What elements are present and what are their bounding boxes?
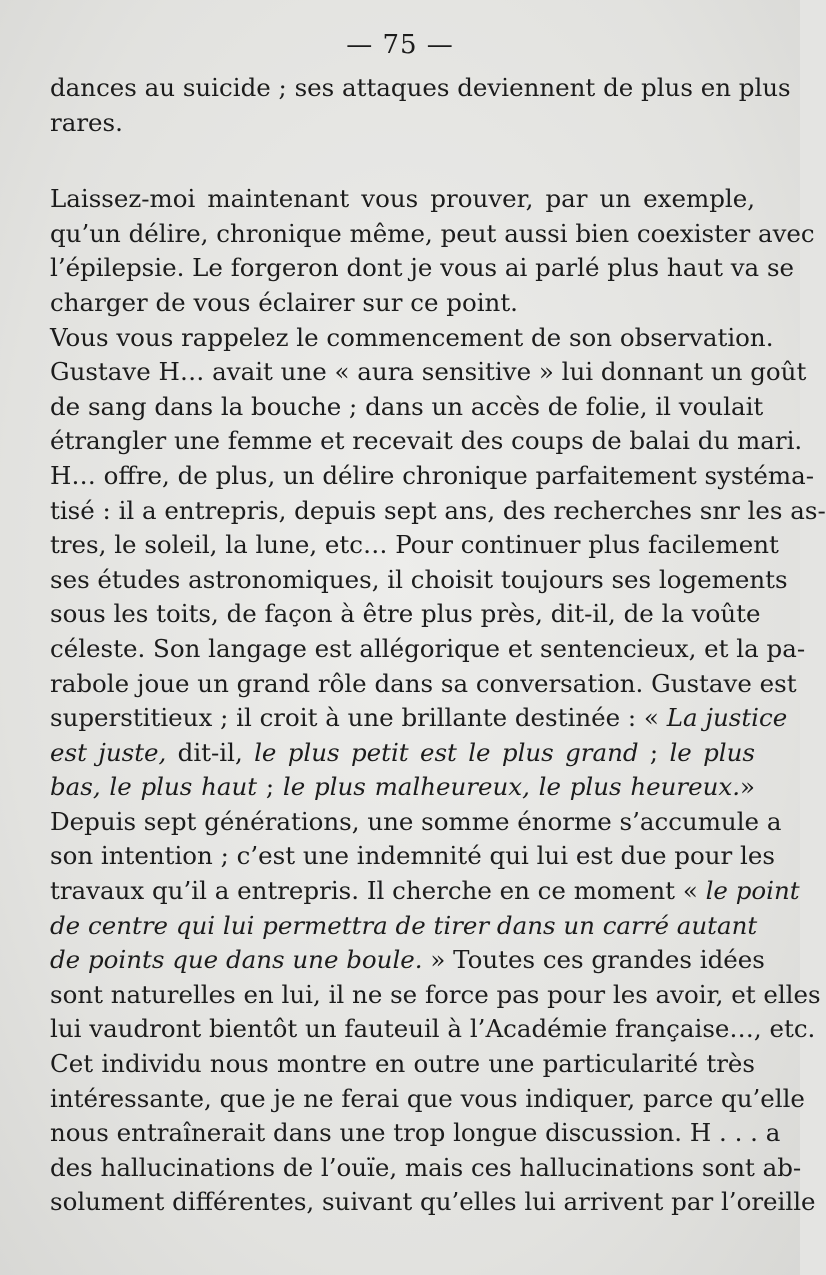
text-segment: son intention ; c’est une indemnité qui lui est due pour les bbox=[50, 841, 775, 871]
italic-segment: est juste, bbox=[50, 737, 167, 767]
body-text bbox=[50, 71, 826, 1220]
text-segment: Cet individu nous montre en outre une particularité très bbox=[50, 1049, 755, 1079]
text-segment: solument différentes, suivant qu’elles lui arrivent par l’oreille bbox=[50, 1187, 816, 1217]
text-line bbox=[50, 390, 764, 425]
text-line bbox=[50, 71, 791, 106]
text-line bbox=[50, 494, 826, 529]
italic-segment: le plus petit est le plus grand bbox=[254, 737, 639, 767]
text-segment: ses études astronomiques, il choisit toujours ses logements bbox=[50, 564, 788, 594]
text-line bbox=[50, 321, 774, 356]
text-segment: Gustave H… avait une « aura sensitive » lui donnant un goût bbox=[50, 357, 807, 387]
italic-segment: le point bbox=[705, 876, 800, 906]
italic-segment: de centre qui lui permettra de tirer dans un carré autant bbox=[50, 910, 758, 940]
text-segment: l’épilepsie. Le forgeron dont je vous ai parlé plus haut va se bbox=[50, 253, 795, 283]
text-line bbox=[50, 943, 765, 978]
text-segment: intéressante, que je ne ferai que vous indiquer, parce qu’elle bbox=[50, 1083, 805, 1113]
italic-segment: le plus haut bbox=[109, 772, 258, 802]
text-line bbox=[50, 217, 815, 252]
text-segment: Laissez-moi maintenant vous prouver, par un exemple, bbox=[50, 184, 755, 214]
text-line bbox=[50, 1012, 816, 1047]
page-number: — 75 — bbox=[346, 30, 454, 60]
text-segment: qu’un délire, chronique même, peut aussi bien coexister avec bbox=[50, 218, 815, 248]
text-line bbox=[50, 563, 788, 598]
text-line bbox=[50, 874, 800, 909]
text-segment: » Toutes ces grandes idées bbox=[422, 945, 765, 975]
text-line bbox=[50, 424, 803, 459]
text-line bbox=[50, 1082, 805, 1117]
text-segment: ; bbox=[638, 737, 670, 767]
italic-segment: bas, bbox=[50, 772, 101, 802]
text-line bbox=[50, 736, 755, 771]
text-line bbox=[50, 1185, 816, 1220]
text-line bbox=[50, 597, 761, 632]
text-segment: Depuis sept générations, une somme énorme s’accumule a bbox=[50, 806, 782, 836]
text-line bbox=[50, 909, 758, 944]
text-segment: charger de vous éclairer sur ce point. bbox=[50, 287, 518, 317]
text-line bbox=[50, 770, 755, 805]
text-segment: sous les toits, de façon à être plus près, dit-il, de la voûte bbox=[50, 599, 761, 629]
text-segment: superstitieux ; il croit à une brillante destinée : « bbox=[50, 703, 667, 733]
text-line bbox=[50, 106, 755, 141]
text-segment: étrangler une femme et recevait des coups de balai du mari. bbox=[50, 426, 803, 456]
text-line bbox=[50, 1047, 755, 1082]
text-segment: dit-il, bbox=[166, 737, 255, 767]
text-segment: H… offre, de plus, un délire chronique parfaitement systéma- bbox=[50, 460, 814, 490]
text-segment: » bbox=[740, 772, 755, 802]
text-segment: sont naturelles en lui, il ne se force pas pour les avoir, et elles bbox=[50, 979, 821, 1009]
paragraph-gap bbox=[50, 140, 755, 182]
text-segment: lui vaudront bientôt un fauteuil à l’Académie française…, etc. bbox=[50, 1014, 816, 1044]
text-segment: nous entraînerait dans une trop longue discussion. H . . . a bbox=[50, 1118, 781, 1148]
text-line bbox=[50, 978, 821, 1013]
text-line bbox=[50, 1116, 781, 1151]
text-line bbox=[50, 805, 782, 840]
italic-segment: le plus malheureux, le plus heureux. bbox=[282, 772, 740, 802]
text-line bbox=[50, 459, 814, 494]
text-line bbox=[50, 528, 779, 563]
text-line bbox=[50, 632, 806, 667]
text-segment: de sang dans la bouche ; dans un accès de folie, il voulait bbox=[50, 391, 764, 421]
italic-segment: le plus bbox=[669, 737, 755, 767]
text-line bbox=[50, 286, 755, 321]
text-segment: des hallucinations de l’ouïe, mais ces hallucinations sont ab- bbox=[50, 1152, 802, 1182]
italic-segment: de points que dans une boule. bbox=[50, 945, 423, 975]
text-segment: Vous vous rappelez le commencement de son observation. bbox=[50, 322, 774, 352]
text-segment: tres, le soleil, la lune, etc… Pour continuer plus facilement bbox=[50, 530, 779, 560]
text-segment: rares. bbox=[50, 107, 123, 137]
text-line bbox=[50, 701, 788, 736]
text-line bbox=[50, 355, 807, 390]
text-line bbox=[50, 251, 795, 286]
text-line bbox=[50, 182, 755, 217]
text-segment: rabole joue un grand rôle dans sa conversation. Gustave est bbox=[50, 668, 797, 698]
text-line bbox=[50, 839, 775, 874]
text-segment: ; bbox=[257, 772, 283, 802]
text-segment: céleste. Son langage est allégorique et sentencieux, et la pa- bbox=[50, 633, 806, 663]
text-line bbox=[50, 667, 797, 702]
text-segment: travaux qu’il a entrepris. Il cherche en ce moment « bbox=[50, 876, 706, 906]
text-segment: tisé : il a entrepris, depuis sept ans, des recherches snr les as- bbox=[50, 495, 826, 525]
text-segment: dances au suicide ; ses attaques deviennent de plus en plus bbox=[50, 73, 791, 102]
text-line bbox=[50, 1151, 802, 1186]
italic-segment: La justice bbox=[666, 703, 788, 733]
